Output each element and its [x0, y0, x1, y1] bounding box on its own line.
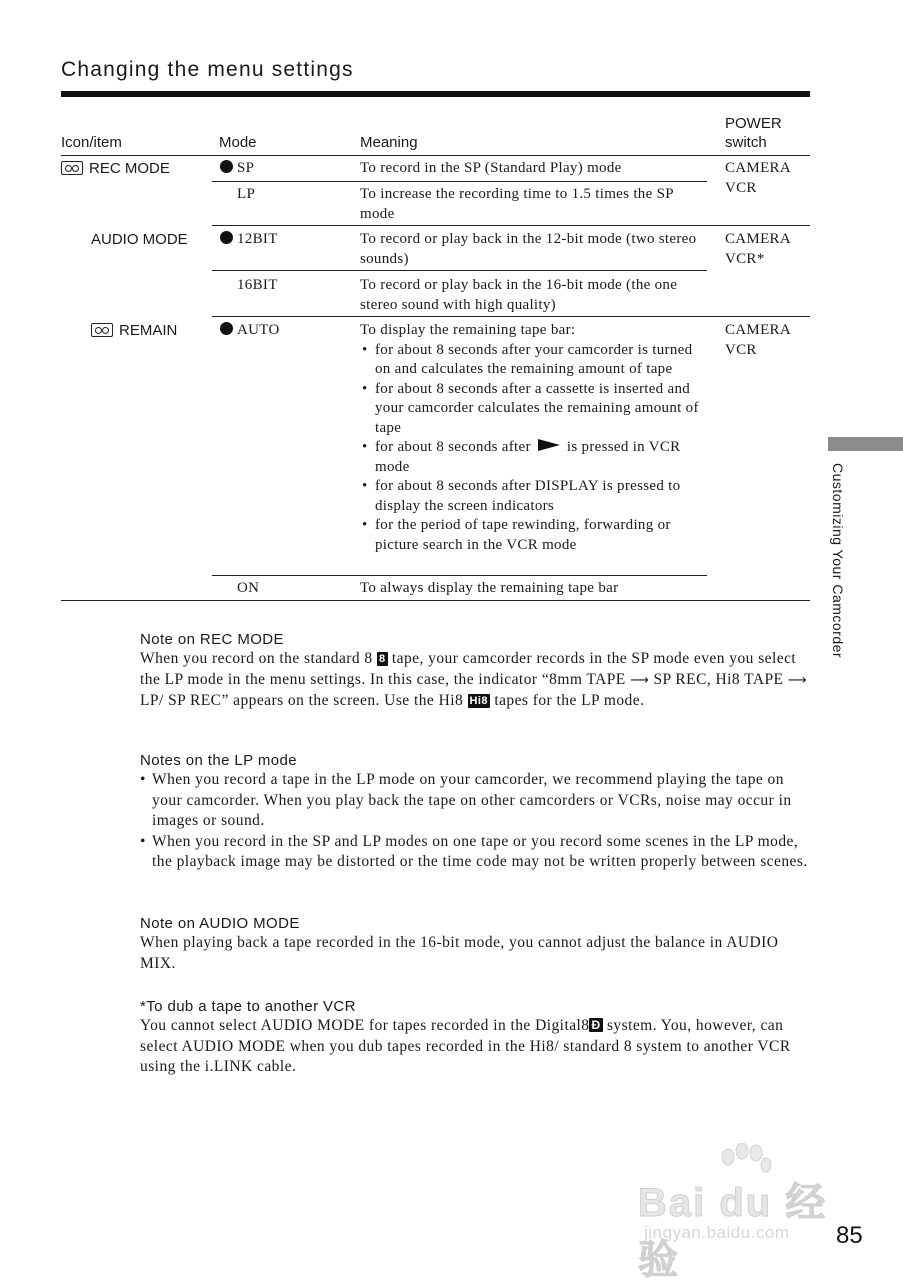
side-tab-label: Customizing Your Camcorder [830, 463, 846, 659]
note-body [140, 1016, 810, 1078]
note-heading: Note on REC MODE [140, 631, 284, 648]
arrow-right-icon: ⟶ [787, 672, 807, 688]
note-text: LP/ SP REC” appears on the screen. Use the Hi8 [140, 692, 464, 709]
header-power [725, 114, 782, 152]
play-bullet-before: for about 8 seconds after [375, 439, 531, 455]
standard8-mark-icon: 8 [378, 653, 386, 665]
audio-mode-power: CAMERA VCR* [725, 231, 791, 267]
audio-mode-12bit-label: 12BIT [237, 231, 278, 247]
note-list [140, 770, 810, 873]
hi8-mark-icon: Hi8 [469, 695, 488, 707]
rec-mode-sp-meaning: To record in the SP (Standard Play) mode [360, 160, 622, 176]
row-rule [212, 316, 810, 317]
header-rule [61, 155, 810, 156]
title-rule [61, 91, 810, 97]
note-rec-mode [140, 630, 810, 712]
audio-mode-12bit-meaning: To record or play back in the 12-bit mode (two stereo sounds) [360, 231, 697, 267]
note-heading: Note on AUDIO MODE [140, 915, 300, 932]
row-rule [212, 225, 810, 226]
note-text: You cannot select AUDIO MODE for tapes recorded in the Digital8 [140, 1017, 590, 1034]
watermark-url: jingyan.baidu.com [644, 1223, 790, 1242]
remain-auto-intro: To display the remaining tape bar: [360, 322, 576, 338]
note-body [140, 649, 810, 712]
page-number: 85 [836, 1222, 863, 1249]
header-mode: Mode [219, 134, 257, 151]
play-icon [538, 439, 560, 451]
row-rule [212, 575, 707, 576]
list-item [360, 438, 705, 477]
note-body: When playing back a tape recorded in the 16-bit mode, you cannot adjust the balance in AUDIO MIX. [140, 934, 779, 972]
baidu-watermark [638, 1143, 853, 1280]
header-meaning: Meaning [360, 134, 418, 151]
note-text: When you record on the standard 8 [140, 650, 373, 667]
watermark-brand: Bai du 经验 [638, 1181, 828, 1280]
remain-auto-list [360, 341, 705, 556]
header-power-line1: POWER [725, 115, 782, 132]
cassette-tape-icon [91, 323, 113, 337]
note-audio-mode [140, 914, 810, 974]
default-dot-icon [220, 231, 233, 244]
note-text: tapes for the LP mode. [494, 692, 645, 709]
rec-mode-label: REC MODE [89, 160, 170, 177]
note-heading: Notes on the LP mode [140, 752, 297, 769]
note-text: tape, your camcorder records in the SP mode even you select the LP mode in the menu settings. In this case, the indicator “8mm TAPE [140, 650, 797, 688]
default-dot-icon [220, 160, 233, 173]
audio-mode-12bit-mode [220, 230, 278, 250]
remain-power: CAMERA VCR [725, 322, 791, 358]
note-text: system. You, however, can select AUDIO MODE when you dub tapes recorded in the Hi8/ standard 8 system to another VCR using the i.LINK cable. [140, 1017, 791, 1075]
note-lp-mode [140, 751, 810, 873]
remain-auto-label: AUTO [237, 322, 280, 338]
remain-on-mode: ON [237, 580, 260, 596]
page-title: Changing the menu settings [61, 58, 354, 81]
list-item: • for about 8 seconds after a cassette is inserted and your camcorder calculates the remaining amount of tape [360, 380, 705, 439]
note-dub [140, 997, 810, 1078]
rec-mode-sp-label: SP [237, 160, 255, 176]
row-rule [212, 270, 707, 271]
list-item: • When you record in the SP and LP modes on one tape or you record some scenes in the LP mode, the playback image may be distorted or the time code may not be written properly between scenes. [140, 832, 810, 873]
side-tab-marker [828, 437, 903, 451]
audio-mode-16bit-mode: 16BIT [237, 277, 278, 293]
arrow-right-icon: ⟶ [630, 672, 650, 688]
rec-mode-power: CAMERA VCR [725, 160, 791, 196]
remain-item [91, 321, 177, 340]
list-item: • for the period of tape rewinding, forwarding or picture search in the VCR mode [360, 516, 705, 555]
remain-label: REMAIN [119, 322, 178, 339]
table-bottom-rule [61, 600, 810, 601]
list-item: • for about 8 seconds after DISPLAY is pressed to display the screen indicators [360, 477, 705, 516]
audio-mode-item: AUDIO MODE [91, 231, 188, 248]
list-item: • for about 8 seconds after your camcorder is turned on and calculates the remaining amount of tape [360, 341, 705, 380]
note-heading: *To dub a tape to another VCR [140, 998, 356, 1015]
remain-auto-meaning [360, 321, 705, 555]
audio-mode-16bit-meaning: To record or play back in the 16-bit mode (the one stereo sound with high quality) [360, 277, 678, 313]
cassette-tape-icon [61, 161, 83, 175]
header-icon-item: Icon/item [61, 134, 122, 151]
rec-mode-sp-mode [220, 159, 254, 179]
rec-mode-item [61, 159, 170, 178]
note-text: SP REC, Hi8 TAPE [653, 670, 784, 688]
digital8-mark-icon: Ð [591, 1018, 601, 1032]
play-bullet-after: is pressed in VCR mode [375, 439, 681, 475]
rec-mode-lp-meaning: To increase the recording time to 1.5 times the SP mode [360, 186, 674, 222]
rec-mode-lp-mode: LP [237, 186, 256, 202]
list-item: • When you record a tape in the LP mode on your camcorder, we recommend playing the tape on your camcorder. When you play back the tape on other camcorders or VCRs, noise may occur in images or sound. [140, 770, 810, 832]
remain-on-meaning: To always display the remaining tape bar [360, 580, 619, 596]
header-power-line2: switch [725, 134, 767, 151]
default-dot-icon [220, 322, 233, 335]
remain-auto-mode [220, 321, 280, 341]
row-rule [212, 181, 707, 182]
